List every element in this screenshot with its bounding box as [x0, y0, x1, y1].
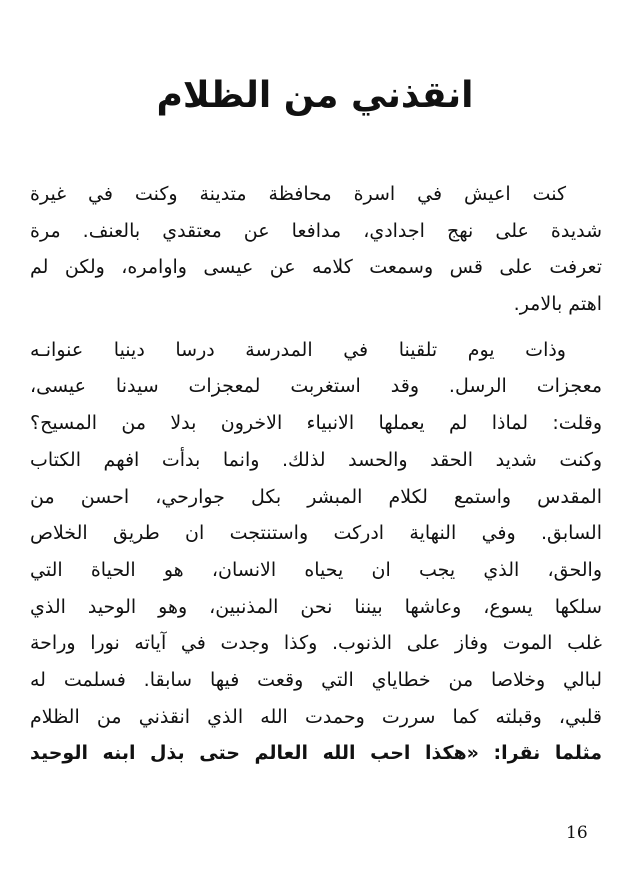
text-line: السابق. وفي النهاية ادركت واستنتجت ان طريق الخلاص [30, 522, 602, 545]
body-text [30, 176, 602, 772]
text-line: لبالي وخلاصا من خطاياي التي وقعت فيها سابقا. فسلمت له [30, 668, 602, 691]
text-line: كنت اعيش في اسرة محافظة متدينة وكنت في غيرة [30, 183, 566, 205]
text-line: شديدة على نهج اجدادي، مدافعا عن معتقدي بالعنف. مرة [30, 219, 602, 242]
text-line: وقلت: لماذا لم يعملها الانبياء الاخرون بدلا من المسيح؟ [30, 412, 602, 435]
text-line: معجزات الرسل. وقد استغربت لمعجزات سيدنا عيسى، [30, 375, 602, 398]
text-line: قلبي، وقبلته كما سررت وحمدت الله الذي انقذني من الظلام [30, 705, 602, 728]
text-line: اهتم بالامر. [513, 293, 602, 316]
page-title: انقذني من الظلام [156, 75, 474, 116]
text-line: وذات يوم تلقينا في المدرسة درسا دينيا عنوانـه [30, 338, 566, 361]
text-line: مثلما نقرا: «هكذا احب الله العالم حتى بذل ابنه الوحيد [30, 742, 602, 765]
text-line: المقدس واستمع لكلام المبشر بكل جوارحي، احسن من [30, 485, 602, 508]
page-number: 16 [566, 823, 588, 843]
text-line: والحق، الذي يجب ان يحياه الانسان، هو الحياة التي [30, 558, 602, 581]
text-line: تعرفت على قس وسمعت كلامه عن عيسى واوامره، ولكن لم [30, 256, 602, 279]
text-line: سلكها يسوع، وعاشها بيننا نحن المذنبين، وهو الوحيد الذي [30, 595, 602, 618]
paragraph-1 [30, 176, 602, 323]
paragraph-2 [30, 332, 602, 772]
text-line: غلب الموت وفاز على الذنوب. وكذا وجدت في آياته نورا وراحة [30, 632, 602, 655]
text-line: وكنت شديد الحقد والحسد لذلك. وانما بدأت افهم الكتاب [30, 448, 602, 471]
